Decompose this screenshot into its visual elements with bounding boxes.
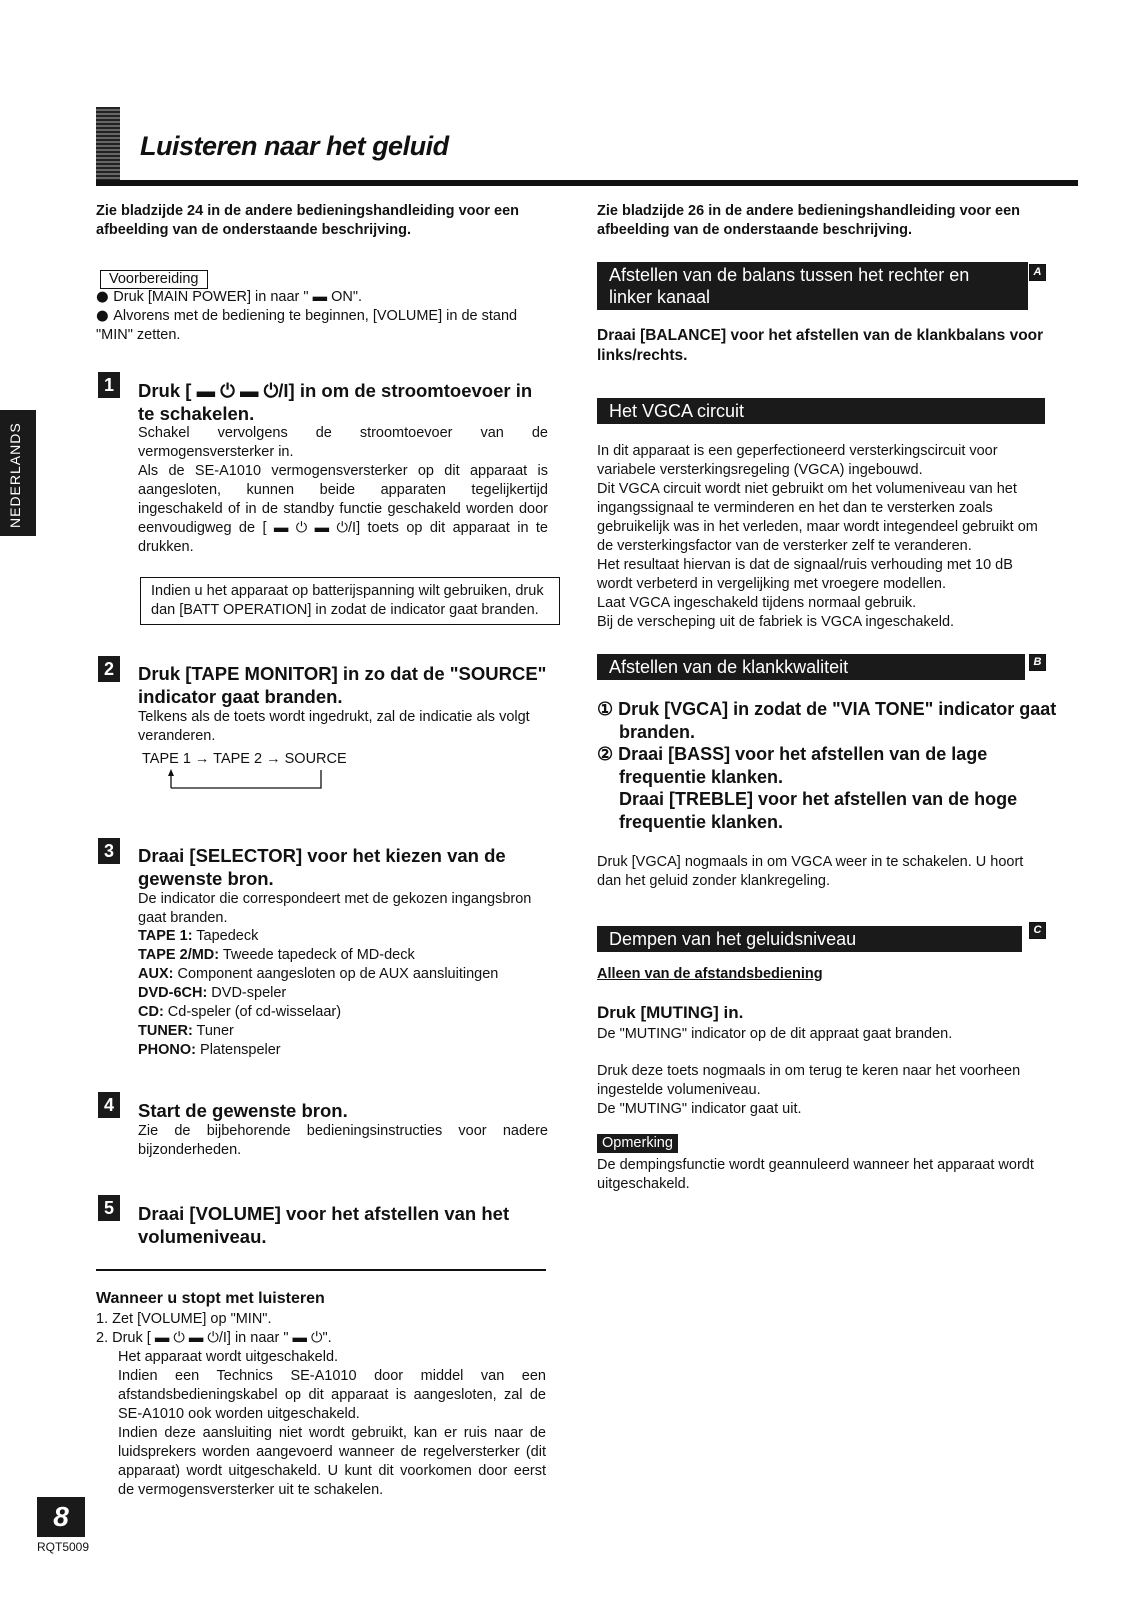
- stop-body-line: Indien een Technics SE-A1010 door middel van een afstandsbedieningskabel op dit apparaat is aangesloten, zal de SE-A1010 ook worden uitgeschakeld.: [118, 1368, 546, 1422]
- step-1-body-1: Schakel vervolgens de stroomtoevoer van de vermogensversterker in.: [138, 425, 548, 460]
- stop-item-1: 1. Zet [VOLUME] op "MIN".: [96, 1311, 272, 1327]
- header-accent-bar: [96, 107, 120, 185]
- stop-heading: Wanneer u stopt met luisteren: [96, 1290, 325, 1307]
- tone-step-2b: Draai [TREBLE] voor het afstellen van de hoge frequentie klanken.: [619, 789, 1018, 832]
- balance-section-band: Afstellen van de balans tussen het rechter en linker kanaal: [597, 262, 1028, 310]
- language-tab-label: NEDERLANDS: [7, 422, 23, 528]
- vgca-paragraph: Dit VGCA circuit wordt niet gebruikt om het volumeniveau van het ingangssignaal te verminderen en het dan te versterken zoals gebruikelijk was in het verleden, maar wordt integendeel gebruikt om de versterkingsfactor van de versterker zelf te veranderen.: [597, 481, 1038, 554]
- step-number-5: 5: [98, 1195, 120, 1221]
- note-label: Opmerking: [597, 1134, 678, 1153]
- step-number-1: 1: [98, 372, 120, 398]
- step-3-body: De indicator die correspondeert met de gekozen ingangsbron gaat branden.: [138, 891, 532, 926]
- document-code: RQT5009: [37, 1540, 90, 1554]
- vgca-paragraph: In dit apparaat is een geperfectioneerd versterkingscircuit voor variabele versterkingsregeling (VGCA) ingebouwd.: [597, 443, 998, 478]
- step-4-heading: Start de gewenste bron.: [138, 1100, 348, 1121]
- muting-line-3: De "MUTING" indicator gaat uit.: [597, 1101, 802, 1117]
- stop-item-2-body: [118, 1348, 546, 1500]
- step-1-heading: Druk [ ▬ ⏻ ▬ ⏻/I] in om de stroomtoevoer in te schakelen.: [138, 380, 533, 424]
- label-c-icon: C: [1029, 922, 1046, 939]
- step-3-heading: Draai [SELECTOR] voor het kiezen van de gewenste bron.: [138, 845, 506, 889]
- page-number: 8: [37, 1497, 85, 1537]
- source-item: AUX: Component aangesloten op de AUX aansluitingen: [138, 966, 499, 982]
- sequence-loop-arrow: [166, 768, 326, 792]
- prep-item-1-text: Druk [MAIN POWER] in naar " ▬ ON".: [113, 289, 363, 305]
- balance-instruction: Draai [BALANCE] voor het afstellen van de klankbalans voor links/rechts.: [597, 327, 1044, 364]
- vgca-body: [597, 442, 1047, 632]
- right-intro: Zie bladzijde 26 in de andere bedieningshandleiding voor een afbeelding van de onderstaande beschrijving.: [597, 203, 1020, 238]
- muting-heading: Druk [MUTING] in.: [597, 1003, 744, 1022]
- remote-only-note: Alleen van de afstandsbediening: [597, 966, 823, 982]
- bullet-icon: ●: [96, 289, 114, 305]
- step-number-2: 2: [98, 656, 120, 682]
- tape-sequence: TAPE 1 → TAPE 2 → SOURCE: [142, 751, 347, 767]
- label-a-icon: A: [1029, 264, 1046, 281]
- section-divider: [96, 1269, 546, 1271]
- vgca-paragraph: Het resultaat hiervan is dat de signaal/ruis verhouding met 10 dB wordt verbeterd in vergelijking met vroegere modellen.: [597, 557, 1013, 592]
- prep-item-1: [96, 288, 546, 307]
- source-item: CD: Cd-speler (of cd-wisselaar): [138, 1004, 342, 1020]
- step-2-body: Telkens als de toets wordt ingedrukt, zal de indicatie als volgt veranderen.: [138, 709, 530, 744]
- left-intro: Zie bladzijde 24 in de andere bedieningshandleiding voor een afbeelding van de onderstaande beschrijving.: [96, 203, 519, 238]
- battery-note-box: Indien u het apparaat op batterijspanning wilt gebruiken, druk dan [BATT OPERATION] in zodat de indicator gaat branden.: [140, 577, 560, 625]
- step-2-heading: Druk [TAPE MONITOR] in zo dat de "SOURCE" indicator gaat branden.: [138, 663, 547, 707]
- step-1-body-2: Als de SE-A1010 vermogensversterker op dit apparaat is aangesloten, kunnen beide apparaten tegelijkertijd ingeschakeld of in de standby functie geschakeld worden door eenvoudigweg de [ ▬ ⏻ ▬ ⏻/I] toets op dit apparaat in te drukken.: [138, 463, 548, 555]
- stop-item-2: 2. Druk [ ▬ ⏻ ▬ ⏻/I] in naar " ▬ ⏻".: [96, 1330, 332, 1346]
- stop-body-line: Het apparaat wordt uitgeschakeld.: [118, 1349, 339, 1365]
- language-tab: [0, 410, 36, 536]
- step-number-3: 3: [98, 838, 120, 864]
- tone-step-1: ① Druk [VGCA] in zodat de "VIA TONE" indicator gaat branden.: [597, 699, 1057, 742]
- tone-body: Druk [VGCA] nogmaals in om VGCA weer in te schakelen. U hoort dan het geluid zonder klankregeling.: [597, 854, 1024, 889]
- label-b-icon: B: [1029, 654, 1046, 671]
- page-header: [96, 105, 1078, 187]
- source-item: TAPE 1: Tapedeck: [138, 928, 259, 944]
- mute-section-band: Dempen van het geluidsniveau: [597, 926, 1022, 952]
- preparation-label: Voorbereiding: [100, 270, 208, 289]
- tone-step-2a: ② Draai [BASS] voor het afstellen van de lage frequentie klanken.: [597, 744, 988, 787]
- prep-item-2-text: Alvorens met de bediening te beginnen, [VOLUME] in de stand "MIN" zetten.: [96, 308, 518, 343]
- vgca-paragraph: Laat VGCA ingeschakeld tijdens normaal gebruik.: [597, 595, 917, 611]
- muting-line-1: De "MUTING" indicator op de dit appraat gaat branden.: [597, 1026, 953, 1042]
- tone-section-band: Afstellen van de klankkwaliteit: [597, 654, 1025, 680]
- source-list: [138, 927, 548, 1060]
- header-rule: [96, 180, 1078, 186]
- step-4-body: Zie de bijbehorende bedieningsinstructies voor nadere bijzonderheden.: [138, 1123, 548, 1158]
- vgca-paragraph: Bij de verscheping uit de fabriek is VGCA ingeschakeld.: [597, 614, 955, 630]
- source-item: PHONO: Platenspeler: [138, 1042, 281, 1058]
- bullet-icon: ●: [96, 308, 114, 324]
- step-number-4: 4: [98, 1092, 120, 1118]
- muting-line-2: Druk deze toets nogmaals in om terug te keren naar het voorheen ingestelde volumeniveau.: [597, 1063, 1021, 1098]
- stop-body-line: Indien deze aansluiting niet wordt gebruikt, kan er ruis naar de luidsprekers worden aangevoerd wanneer de regelversterker (dit apparaat) wordt uitgeschakeld. U kunt dit voorkomen door eerst de vermogensversterker uit te schakelen.: [118, 1425, 546, 1498]
- source-item: TUNER: Tuner: [138, 1023, 234, 1039]
- prep-item-2: [96, 307, 546, 345]
- mute-note-text: De dempingsfunctie wordt geannuleerd wanneer het apparaat wordt uitgeschakeld.: [597, 1157, 1034, 1192]
- page-title: Luisteren naar het geluid: [140, 131, 449, 161]
- source-item: TAPE 2/MD: Tweede tapedeck of MD-deck: [138, 947, 415, 963]
- vgca-section-band: Het VGCA circuit: [597, 398, 1045, 424]
- step-5-heading: Draai [VOLUME] voor het afstellen van het volumeniveau.: [138, 1203, 510, 1247]
- source-item: DVD-6CH: DVD-speler: [138, 985, 287, 1001]
